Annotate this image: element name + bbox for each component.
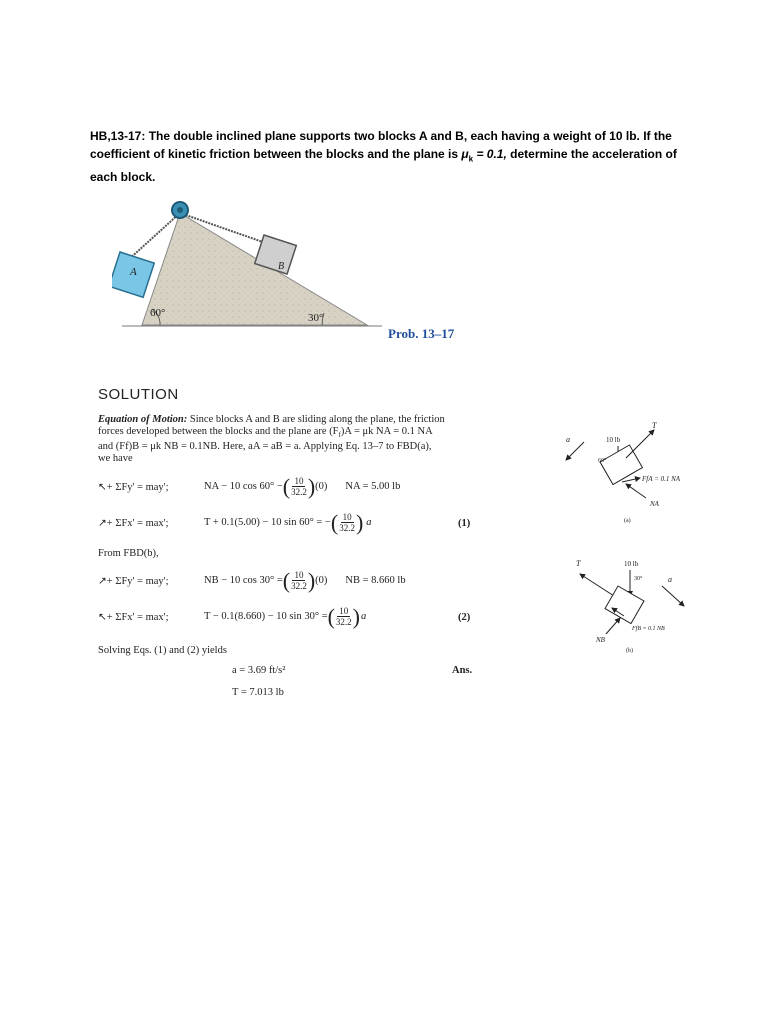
eq3-result: NB = 8.660 lb <box>345 575 406 586</box>
fbd-a-normal-arrow <box>626 484 646 498</box>
eq4-paren-r: ) <box>352 603 360 629</box>
eq4-rest: a <box>360 611 367 622</box>
solution-heading: SOLUTION <box>98 386 179 403</box>
block-a-label: A <box>130 266 137 278</box>
fbd-b-normal-arrow <box>606 618 620 634</box>
para-line-1 <box>98 414 478 426</box>
fbd-a-angle-label: 60° <box>598 458 607 464</box>
solving-text: Solving Eqs. (1) and (2) yields <box>98 645 227 656</box>
equation-2 <box>98 509 372 535</box>
problem-line-1: HB,13-17: The double inclined plane supports two blocks A and B, each having a weight of 10 lb. If the <box>90 129 672 143</box>
fbd-b-block <box>605 586 644 624</box>
fbd-b-angle-label: 30° <box>634 576 643 582</box>
answer-tension: T = 7.013 lb <box>232 687 284 698</box>
eq2-paren-r: ) <box>355 509 364 535</box>
answer-label: Ans. <box>452 665 473 676</box>
mu-value: = 0.1, <box>473 147 507 161</box>
para-line-2-sub: f <box>338 431 341 440</box>
answer-acceleration: a = 3.69 ft/s² <box>232 665 286 676</box>
eq1-paren-l: ( <box>282 473 291 499</box>
block-b-label: B <box>278 261 285 272</box>
fbd-b-accel-arrow <box>662 586 684 606</box>
eq3-fraction <box>291 570 307 591</box>
equation-2-number: (2) <box>458 612 471 623</box>
problem-line-2-text: coefficient of kinetic friction between the blocks and the plane is <box>90 147 462 161</box>
eq4-paren-l: ( <box>327 603 335 629</box>
eq4-mid: T − 0.1(8.660) − 10 sin 30° = <box>204 611 328 622</box>
angle-left-label: 60° <box>150 307 166 319</box>
mu-symbol: μ <box>461 147 469 161</box>
eq4-lhs: ↖+ ΣFx' = max'; <box>98 611 169 623</box>
problem-line-2-end: determine the acceleration of <box>506 147 677 161</box>
eq4-den: 32.2 <box>335 617 352 627</box>
eq4-fraction <box>336 606 352 627</box>
fbd-a-weight-label: 10 lb <box>606 436 621 444</box>
fbd-b-tension-label: T <box>576 559 581 568</box>
eq3-lhs: ↗+ ΣFy' = may'; <box>98 575 169 587</box>
eq1-fraction <box>291 476 307 497</box>
eq1-lhs: ↖+ ΣFy' = may'; <box>98 481 169 493</box>
eq1-rest: (0) <box>315 481 328 492</box>
fbd-a-caption: (a) <box>624 518 631 524</box>
fbd-b-normal-label: NB <box>596 636 605 644</box>
fbd-a-accel-label: a <box>566 435 570 444</box>
equation-4 <box>98 603 367 629</box>
fbd-a-accel-arrow <box>566 442 584 460</box>
eq2-paren-l: ( <box>330 509 339 535</box>
eq1-mid: NA − 10 cos 60° − <box>204 481 283 492</box>
eq1-num: 10 <box>294 476 304 486</box>
eq3-num: 10 <box>294 570 304 580</box>
fbd-b-caption: (b) <box>626 648 633 654</box>
fbd-a-tension-arrow <box>626 430 654 458</box>
eq3-paren-r: ) <box>307 567 316 593</box>
fbd-b-friction-label: FfB = 0.1 NB <box>632 626 665 632</box>
fbd-b-diagram <box>566 552 716 662</box>
plane-wedge <box>142 213 367 325</box>
eq2-mid: T + 0.1(5.00) − 10 sin 60° = − <box>204 517 331 528</box>
problem-line-2 <box>90 145 690 168</box>
fbd-a-friction-arrow <box>622 478 640 482</box>
equation-1-number: (1) <box>458 518 471 529</box>
eq2-den: 32.2 <box>339 523 355 533</box>
eq3-paren-l: ( <box>282 567 291 593</box>
fbd-a-tension-label: T <box>652 421 657 430</box>
fbd-a-diagram <box>560 420 710 530</box>
para-title: Equation of Motion: <box>98 414 188 425</box>
mu-subscript: k <box>468 154 474 164</box>
eq3-mid: NB − 10 cos 30° = <box>204 575 283 586</box>
fbd-b-tension-arrow <box>580 574 614 596</box>
eq4-num: 10 <box>339 606 349 616</box>
from-fbd-b: From FBD(b), <box>98 548 159 559</box>
eq2-rest: a <box>366 517 372 528</box>
fbd-b-weight-label: 10 lb <box>624 560 639 568</box>
para-line-4: we have <box>98 453 133 465</box>
para-line-2-rest: )A = μk NA = 0.1 NA <box>340 426 433 437</box>
para-line-2 <box>98 426 478 441</box>
eq3-rest: (0) <box>315 575 328 586</box>
equation-1 <box>98 473 401 499</box>
fbd-b-accel-label: a <box>668 575 672 584</box>
para-line-1-text: Since blocks A and B are sliding along the plane, the friction <box>187 414 445 425</box>
eq3-den: 32.2 <box>291 581 307 591</box>
problem-line-3: each block. <box>90 170 156 185</box>
para-line-3: and (Ff)B = μk NB = 0.1NB. Here, aA = aB = a. Applying Eq. 13–7 to FBD(a), <box>98 441 432 453</box>
problem-number-label: Prob. 13–17 <box>388 326 455 341</box>
eq1-den: 32.2 <box>291 487 307 497</box>
eq2-fraction <box>339 512 355 533</box>
inclined-plane-figure <box>112 195 402 345</box>
eq1-paren-r: ) <box>307 473 316 499</box>
para-line-2-text: forces developed between the blocks and the plane are (F <box>98 426 339 437</box>
problem-statement <box>90 127 690 186</box>
eq2-lhs: ↗+ ΣFx' = max'; <box>98 517 169 529</box>
equation-3 <box>98 567 406 593</box>
solution-paragraph <box>98 414 478 465</box>
fbd-a-friction-label: FfA = 0.1 NA <box>642 475 681 483</box>
angle-right-label: 30° <box>308 312 324 324</box>
eq2-num: 10 <box>342 512 352 522</box>
eq1-result: NA = 5.00 lb <box>345 481 401 492</box>
fbd-a-normal-label: NA <box>650 500 659 508</box>
